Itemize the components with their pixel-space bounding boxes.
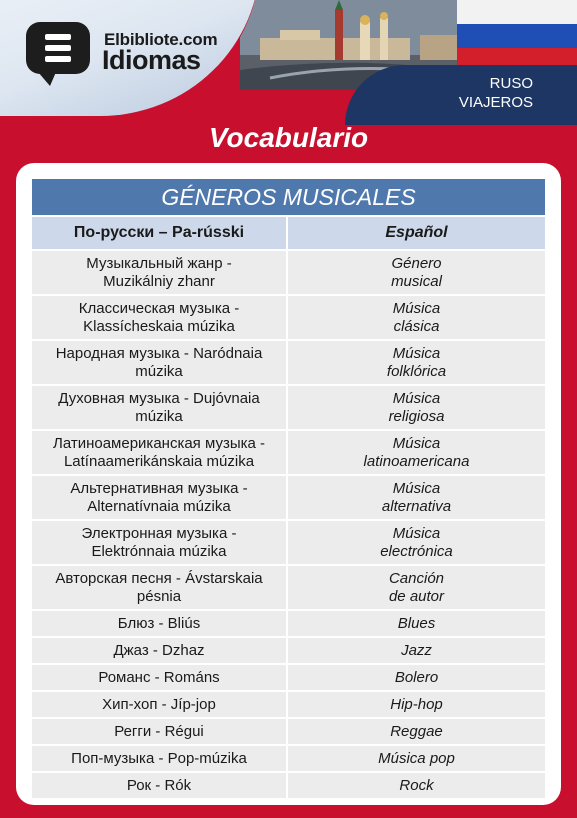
russian-cell [32, 719, 288, 744]
spanish-cell [288, 665, 545, 690]
spanish-cell-line: Género [391, 254, 442, 272]
russian-cell-line: Muzikálniy zhanr [103, 272, 215, 290]
russian-cell-line: múzika [135, 362, 183, 380]
site-name: Elbibliote.com [104, 30, 218, 49]
column-header-russian: По-русски – Pa-rússki [32, 217, 288, 249]
spanish-cell-line: folklórica [386, 362, 447, 380]
tag-language: RUSO [489, 75, 533, 92]
russian-cell-line: Регги - Régui [114, 722, 204, 740]
table-body [32, 251, 545, 798]
spanish-cell [288, 638, 545, 663]
table-row [32, 692, 545, 717]
spanish-cell-line: Música [392, 344, 441, 362]
russian-cell [32, 638, 288, 663]
russian-cell [32, 476, 288, 519]
russian-cell-line: Хип-хоп - Jíp-jop [102, 695, 216, 713]
spanish-cell [288, 431, 545, 474]
spanish-cell-line: Jazz [401, 641, 432, 659]
page-header [0, 0, 577, 153]
russian-cell [32, 341, 288, 384]
russian-cell [32, 431, 288, 474]
russian-flag [457, 0, 577, 72]
spanish-cell-line: Canción [388, 569, 445, 587]
spanish-cell-line: musical [391, 272, 442, 290]
russian-cell-line: Альтернативная музыка - [70, 479, 248, 497]
table-row [32, 665, 545, 690]
russian-cell-line: Latínaamerikánskaia múzika [63, 452, 255, 470]
table-row [32, 431, 545, 474]
russian-cell-line: Народная музыка - Naródnaia [55, 344, 263, 362]
brand-name: Idiomas [102, 45, 201, 75]
russian-cell-line: pésnia [136, 587, 182, 605]
vocabulary-table [32, 215, 545, 800]
spanish-cell-line: Música [392, 389, 441, 407]
spanish-cell [288, 341, 545, 384]
table-row [32, 386, 545, 429]
spanish-cell [288, 719, 545, 744]
spanish-cell-line: Rock [399, 776, 434, 794]
russian-cell [32, 665, 288, 690]
spanish-cell-line: de autor [388, 587, 445, 605]
spanish-cell-line: Música [392, 479, 441, 497]
spanish-cell-line: alternativa [381, 497, 452, 515]
spanish-cell-line: Música [392, 434, 441, 452]
spanish-cell [288, 611, 545, 636]
russian-cell-line: Джаз - Dzhaz [113, 641, 205, 659]
spanish-cell [288, 296, 545, 339]
russian-cell [32, 692, 288, 717]
spanish-cell-line: Blues [397, 614, 436, 632]
spanish-cell [288, 521, 545, 564]
table-row [32, 773, 545, 798]
column-header-spanish: Español [288, 217, 545, 249]
spanish-cell-line: Música [392, 524, 441, 542]
tag-audience: VIAJEROS [458, 94, 533, 111]
table-row [32, 719, 545, 744]
russian-cell [32, 611, 288, 636]
russian-cell [32, 746, 288, 771]
russian-cell-line: Поп-музыка - Pop-múzika [71, 749, 247, 767]
russian-cell [32, 773, 288, 798]
spanish-cell [288, 746, 545, 771]
russian-cell [32, 521, 288, 564]
russian-cell-line: Elektrónnaia múzika [91, 542, 227, 560]
table-row [32, 638, 545, 663]
vocabulary-card [16, 163, 561, 805]
spanish-cell [288, 476, 545, 519]
russian-cell-line: Klassícheskaia múzika [83, 317, 235, 335]
russian-cell-line: Рок - Rók [126, 776, 192, 794]
russian-cell [32, 296, 288, 339]
russian-cell-line: Романс - Románs [98, 668, 220, 686]
spanish-cell [288, 692, 545, 717]
table-title: GÉNEROS MUSICALES [32, 179, 545, 215]
spanish-cell-line: Reggae [390, 722, 443, 740]
russian-cell-line: múzika [135, 407, 183, 425]
spanish-cell-line: Bolero [394, 668, 439, 686]
russian-cell [32, 566, 288, 609]
spanish-cell [288, 566, 545, 609]
russian-cell-line: Классическая музыка - [78, 299, 240, 317]
spanish-cell [288, 386, 545, 429]
spanish-cell [288, 773, 545, 798]
spanish-cell-line: clásica [393, 317, 440, 335]
russian-cell [32, 251, 288, 294]
vocabulary-table-container [32, 179, 545, 800]
russian-cell-line: Музыкальный жанр - [86, 254, 232, 272]
table-row [32, 611, 545, 636]
spanish-cell-line: Hip-hop [390, 695, 443, 713]
russian-cell-line: Авторская песня - Ávstarskaia [55, 569, 263, 587]
spanish-cell [288, 251, 545, 294]
table-row [32, 746, 545, 771]
russian-cell-line: Духовная музыка - Dujóvnaia [58, 389, 260, 407]
spanish-cell-line: latinoamericana [363, 452, 470, 470]
page-title: Vocabulario [208, 122, 369, 153]
table-row [32, 296, 545, 339]
table-row [32, 341, 545, 384]
table-row [32, 476, 545, 519]
russian-cell [32, 386, 288, 429]
table-row [32, 251, 545, 294]
russian-cell-line: Латиноамериканская музыка - [52, 434, 266, 452]
course-tag [345, 65, 577, 125]
table-row [32, 566, 545, 609]
table-row [32, 521, 545, 564]
russian-cell-line: Блюз - Bliús [117, 614, 201, 632]
spanish-cell-line: electrónica [380, 542, 453, 560]
russian-cell-line: Электронная музыка - [81, 524, 237, 542]
russian-cell-line: Alternatívnaia múzika [87, 497, 231, 515]
spanish-cell-line: Música pop [378, 749, 455, 767]
spanish-cell-line: religiosa [388, 407, 445, 425]
table-header-row [32, 217, 545, 249]
elbibliote-logo-icon [26, 22, 90, 74]
spanish-cell-line: Música [392, 299, 441, 317]
